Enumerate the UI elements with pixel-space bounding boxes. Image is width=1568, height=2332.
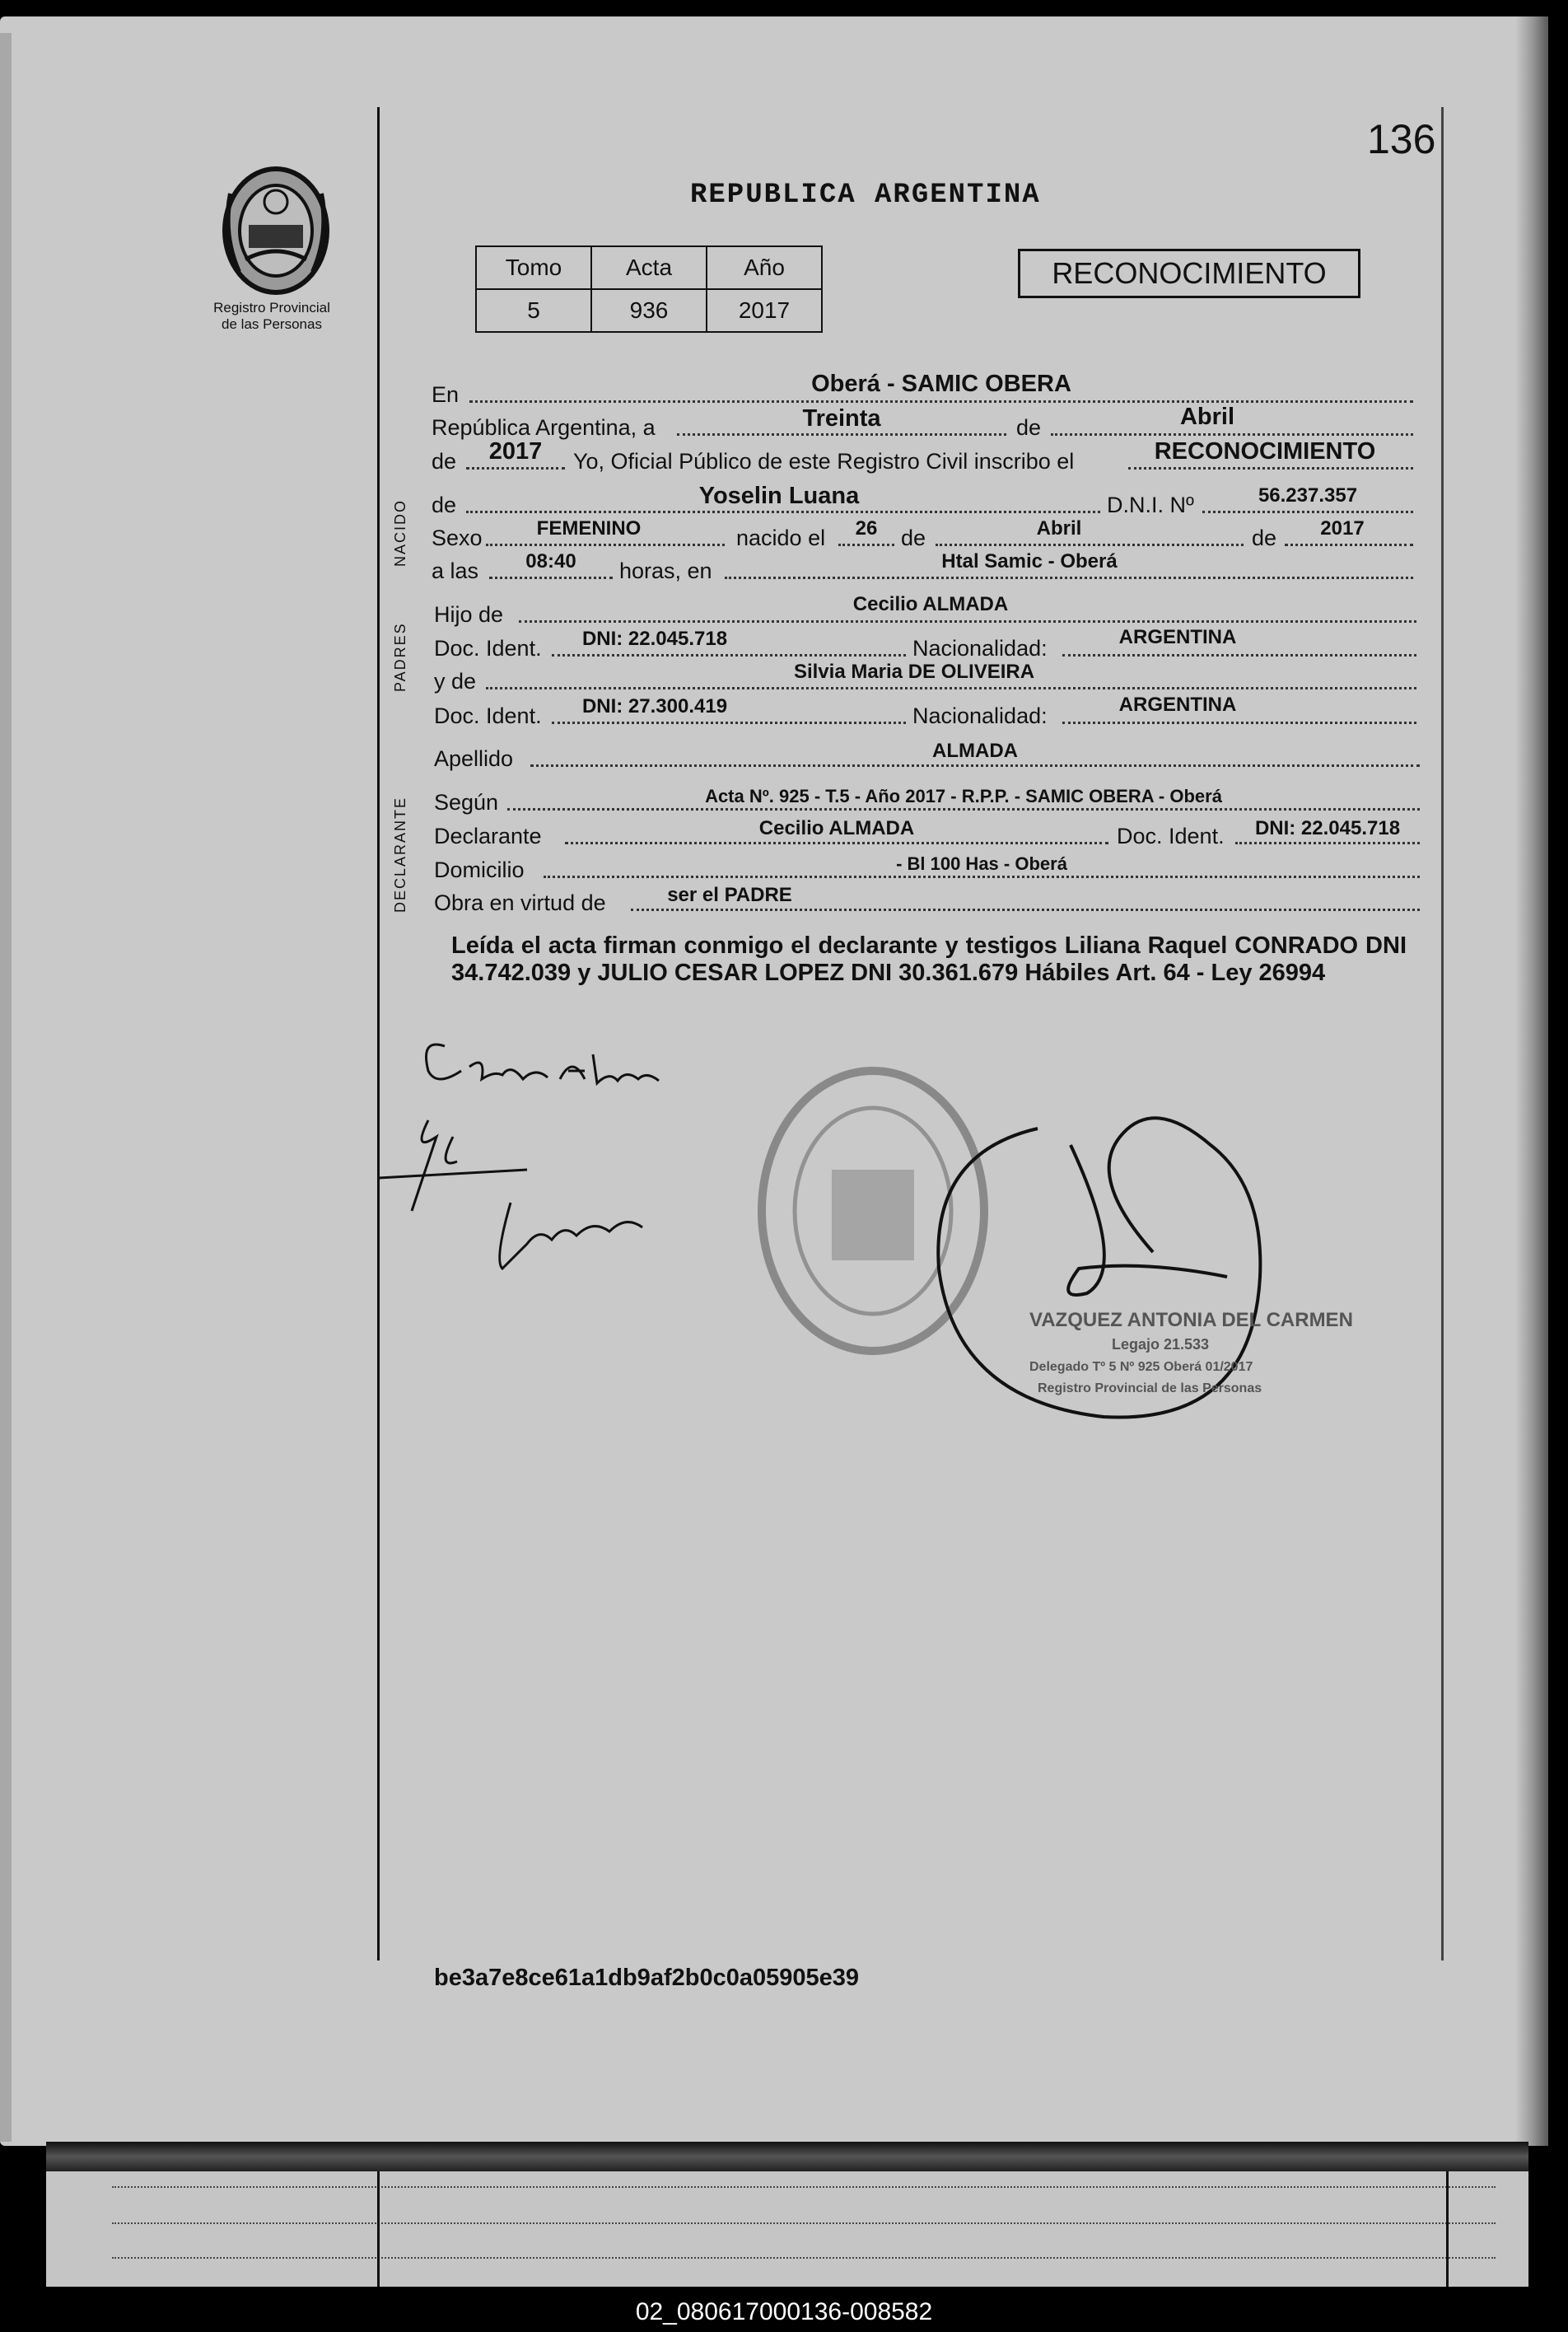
fill-line [486, 687, 1416, 689]
document-hash: be3a7e8ce61a1db9af2b0c0a05905e39 [434, 1965, 859, 1991]
section-label-nacido: NACIDO [392, 498, 408, 567]
label-y-de: y de [434, 669, 477, 694]
value-anio-nac: 2017 [1320, 517, 1365, 540]
value-lugar-nac: Htal Samic - Oberá [941, 550, 1118, 572]
value-nombre: Yoselin Luana [698, 483, 860, 509]
stamp-delegado: Delegado Tº 5 Nº 925 Oberá 01/2017 [1029, 1360, 1253, 1374]
fill-line [1128, 467, 1413, 470]
label-domicilio: Domicilio [434, 858, 525, 882]
acta-value: 936 [591, 289, 707, 332]
fill-line [530, 764, 1420, 767]
label-horas-en: horas, en [619, 558, 712, 583]
label-yo-oficial: Yo, Oficial Público de este Registro Civil inscribo el [573, 449, 1075, 474]
value-madre: Silvia Maria DE OLIVEIRA [793, 661, 1035, 683]
label-de-mes-nac: de [901, 526, 926, 550]
fill-line [677, 433, 1006, 436]
label-nacionalidad-madre: Nacionalidad: [912, 703, 1048, 728]
fill-line [552, 722, 906, 724]
reference-table [475, 245, 823, 333]
fill-line [1202, 511, 1413, 513]
value-apellido: ALMADA [932, 740, 1018, 762]
stamp-registro: Registro Provincial de las Personas [1038, 1381, 1262, 1395]
value-mes-nac: Abril [1036, 517, 1082, 540]
stamp-legajo: Legajo 21.533 [1112, 1336, 1210, 1353]
value-anio: 2017 [488, 438, 543, 465]
page-edge-shadow [1515, 16, 1548, 2146]
registry-caption [189, 300, 354, 333]
folio-number: 136 [1367, 116, 1436, 162]
section-label-padres: PADRES [392, 622, 408, 692]
label-segun: Según [434, 790, 499, 815]
label-doc-madre: Doc. Ident. [434, 703, 542, 728]
fill-line [519, 620, 1416, 623]
value-tipo-inscripcion: RECONOCIMIENTO [1154, 438, 1376, 465]
value-segun: Acta Nº. 925 - T.5 - Año 2017 - R.P.P. - SAMIC OBERA - Oberá [705, 786, 1222, 806]
value-mes: Abril [1179, 404, 1235, 430]
signature-cecilio [427, 1044, 660, 1083]
fill-line [565, 842, 1108, 844]
value-dni: 56.237.357 [1258, 484, 1358, 507]
round-registry-seal [762, 1071, 984, 1351]
fill-line [838, 544, 894, 546]
fill-line [1062, 654, 1416, 657]
section-label-declarante: DECLARANTE [392, 796, 408, 913]
label-dni: D.N.I. Nº [1107, 493, 1194, 517]
label-de-mes: de [1016, 415, 1042, 440]
fill-line [1051, 433, 1413, 436]
label-republica: República Argentina, a [432, 415, 656, 440]
fill-line [489, 577, 613, 579]
scan-filename: 02_080617000136-008582 [635, 2298, 933, 2325]
signatures-and-seals [362, 1021, 1416, 1450]
right-rule [1441, 107, 1444, 1960]
value-declarante: Cecilio ALMADA [758, 817, 915, 839]
fill-line [544, 876, 1420, 878]
fill-line [1235, 842, 1420, 844]
stamp-name: VAZQUEZ ANTONIA DEL CARMEN [1029, 1309, 1353, 1331]
next-page-strip [46, 2171, 1528, 2287]
label-doc-padre: Doc. Ident. [434, 636, 542, 661]
value-dia-nac: 26 [855, 517, 878, 540]
fill-line [631, 909, 1420, 911]
signature-witness [379, 1120, 527, 1211]
value-declarante-doc: DNI: 22.045.718 [1254, 817, 1401, 839]
misiones-coat-of-arms-icon [214, 161, 338, 301]
label-de-anio-nac: de [1252, 526, 1277, 550]
value-lugar: Oberá - SAMIC OBERA [811, 371, 1071, 397]
label-nacido-el: nacido el [736, 526, 826, 550]
binding-edge [0, 33, 12, 2142]
value-obra: ser el PADRE [667, 884, 792, 906]
value-domicilio: - Bl 100 Has - Oberá [896, 853, 1067, 874]
fill-line [1285, 544, 1413, 546]
label-de-nombre: de [432, 493, 457, 517]
fill-line [1062, 722, 1416, 724]
caption-line-1: Registro Provincial [213, 300, 330, 315]
label-sexo: Sexo [432, 526, 483, 550]
value-dia: Treinta [802, 405, 881, 432]
value-madre-doc: DNI: 27.300.419 [581, 695, 728, 717]
label-doc-declarante: Doc. Ident. [1117, 824, 1225, 848]
next-page-edge [46, 2142, 1528, 2171]
anio-header: Año [707, 246, 822, 289]
official-stamp-text [1029, 1309, 1353, 1395]
caption-line-2: de las Personas [222, 316, 322, 332]
tomo-value: 5 [476, 289, 591, 332]
acta-header: Acta [591, 246, 707, 289]
fill-line [466, 467, 565, 470]
value-hora: 08:40 [525, 550, 576, 572]
value-madre-nac: ARGENTINA [1118, 694, 1237, 716]
tomo-header: Tomo [476, 246, 591, 289]
country-heading: REPUBLICA ARGENTINA [690, 180, 1041, 211]
label-nacionalidad-padre: Nacionalidad: [912, 636, 1048, 661]
fill-line [725, 577, 1413, 579]
label-de-anio: de [432, 449, 457, 474]
fill-line [936, 544, 1244, 546]
fill-line [507, 808, 1420, 811]
label-apellido: Apellido [434, 746, 514, 771]
label-hijo-de: Hijo de [434, 602, 504, 627]
fill-line [552, 654, 906, 657]
signature-liliana [500, 1203, 642, 1269]
value-padre: Cecilio ALMADA [852, 593, 1009, 615]
closing-paragraph: Leída el acta firman conmigo el declarante y testigos Liliana Raquel CONRADO DNI 34.742.039 y JULIO CESAR LOPEZ DNI 30.361.679 Hábiles Art. 64 - Ley 26994 [451, 932, 1407, 986]
act-type-box: RECONOCIMIENTO [1018, 249, 1360, 298]
label-en: En [432, 382, 460, 407]
fill-line [486, 544, 725, 546]
value-padre-doc: DNI: 22.045.718 [581, 628, 728, 650]
label-declarante: Declarante [434, 824, 542, 848]
label-obra: Obra en virtud de [434, 890, 606, 915]
fill-line [469, 400, 1413, 403]
value-padre-nac: ARGENTINA [1118, 626, 1237, 648]
anio-value: 2017 [707, 289, 822, 332]
label-a-las: a las [432, 558, 479, 583]
fill-line [466, 511, 1100, 513]
value-sexo: FEMENINO [536, 517, 642, 540]
